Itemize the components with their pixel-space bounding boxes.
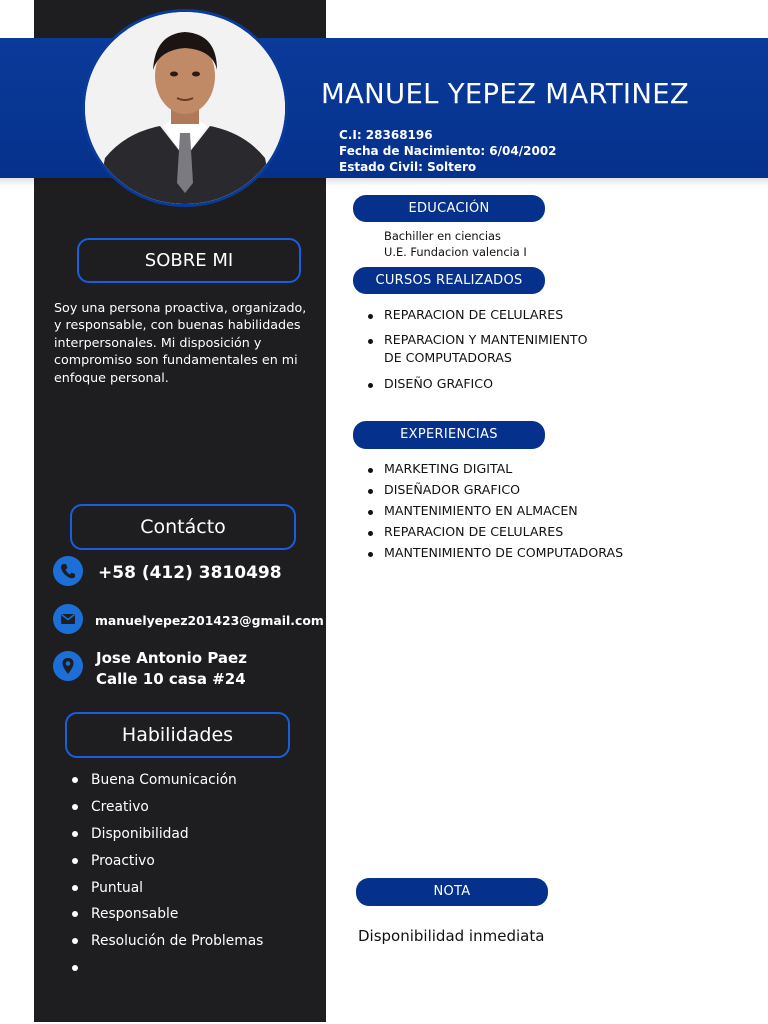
skill-item: Puntual (72, 874, 263, 901)
courses-heading: CURSOS REALIZADOS (353, 267, 545, 294)
education-school: U.E. Fundacion valencia I (384, 245, 527, 259)
envelope-icon (53, 604, 83, 634)
skill-item: Disponibilidad (72, 821, 263, 848)
course-item-continued: DE COMPUTADORAS (384, 350, 512, 365)
course-item: REPARACION Y MANTENIMIENTO (368, 332, 588, 350)
note-text: Disponibilidad inmediata (358, 927, 545, 945)
note-heading: NOTA (356, 878, 548, 906)
experience-item: REPARACION DE CELULARES (368, 524, 623, 545)
education-heading: EDUCACIÓN (353, 195, 545, 222)
phone-icon (53, 556, 83, 586)
experience-item: MANTENIMIENTO DE COMPUTADORAS (368, 545, 623, 566)
skills-list (72, 767, 263, 981)
skill-item (72, 955, 263, 982)
skill-item: Resolución de Problemas (72, 928, 263, 955)
location-pin-icon (53, 651, 83, 681)
skill-item: Proactivo (72, 847, 263, 874)
course-item: REPARACION DE CELULARES (368, 307, 588, 332)
about-heading: SOBRE MI (77, 238, 301, 283)
skills-heading: Habilidades (65, 712, 290, 758)
civil-status: Estado Civil: Soltero (339, 160, 477, 174)
id-number: C.I: 28368196 (339, 128, 433, 142)
birth-date: Fecha de Nacimiento: 6/04/2002 (339, 144, 557, 158)
experience-item: MANTENIMIENTO EN ALMACEN (368, 503, 623, 524)
skill-item: Buena Comunicación (72, 767, 263, 794)
experience-item: MARKETING DIGITAL (368, 461, 623, 482)
courses-list (368, 307, 588, 396)
address-line-2: Calle 10 casa #24 (96, 670, 246, 688)
profile-photo (82, 9, 288, 207)
skill-item: Responsable (72, 901, 263, 928)
full-name: MANUEL YEPEZ MARTINEZ (321, 78, 690, 110)
address-line-1: Jose Antonio Paez (96, 649, 247, 667)
skill-item: Creativo (72, 794, 263, 821)
education-degree: Bachiller en ciencias (384, 229, 501, 243)
experience-heading: EXPERIENCIAS (353, 421, 545, 449)
about-text: Soy una persona proactiva, organizado, y responsable, con buenas habilidades interpersonales. Mi disposición y compromiso son fundamentales en mi enfoque personal. (54, 300, 307, 385)
contact-heading: Contácto (70, 504, 296, 550)
experience-list (368, 461, 623, 566)
email-address: manuelyepez201423@gmail.com (95, 613, 324, 628)
phone-number: +58 (412) 3810498 (98, 563, 282, 583)
experience-item: DISEÑADOR GRAFICO (368, 482, 623, 503)
course-item: DISEÑO GRAFICO (368, 376, 588, 396)
